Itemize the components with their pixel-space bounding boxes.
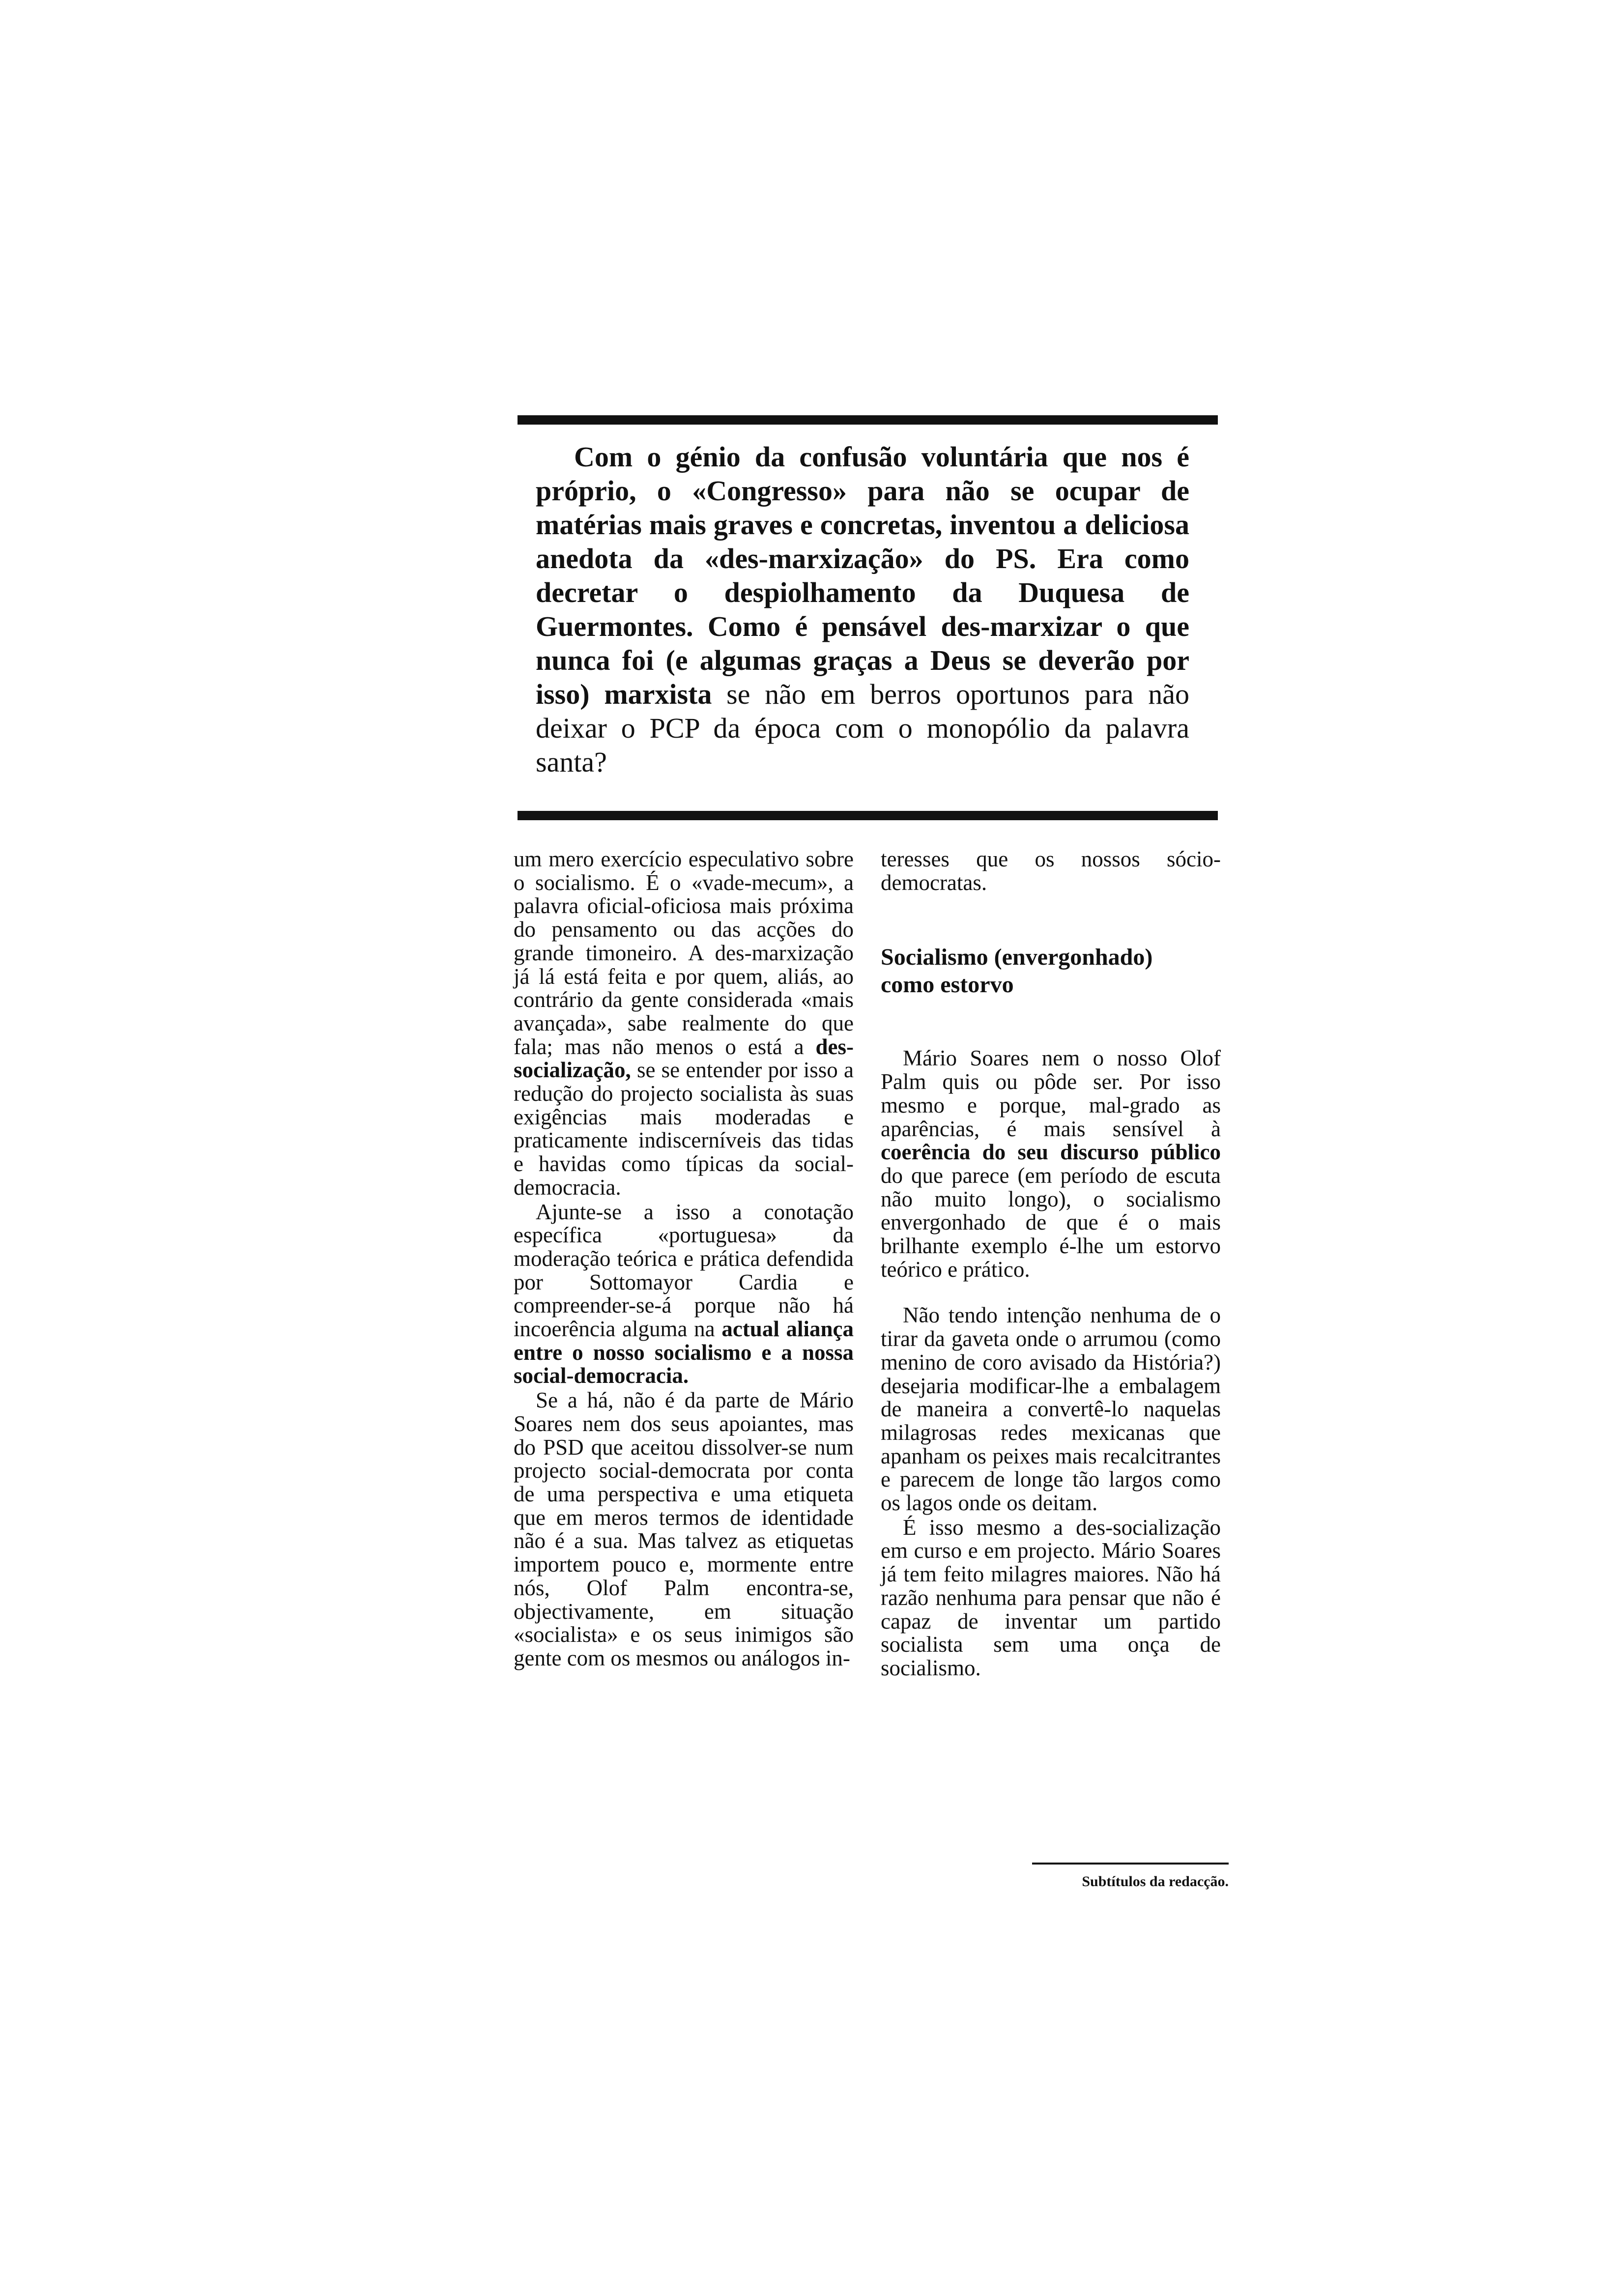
right-p2-bold: coerência do seu discurso público — [881, 1140, 1221, 1165]
subtitles-credit: Subtítulos da redacção. — [1082, 1873, 1229, 1890]
pull-quote-bold-text: Com o génio da confusão voluntária que nos é próprio, o «Congresso» para não se ocupar de matérias mais graves e concretas, inventou a deliciosa anedota da «des-marxização» do PS. Era como decretar o despiolhamento da Duquesa de Guermontes. Como é pensável des-marxizar o que nunca foi (e algumas graças a Deus se deverão por isso) marxista — [536, 441, 1189, 710]
credit-rule — [1032, 1863, 1229, 1865]
left-p1-bold: des-socialização, — [514, 1034, 854, 1083]
right-paragraph-1: teresses que os nossos sócio-democratas. — [881, 847, 1221, 895]
bottom-divider-rule — [518, 811, 1218, 820]
right-p2-text-b: do que parece (em período de escuta não muito longo), o socialismo envergonhado de que é o mais brilhante exemplo é-lhe um estorvo teórico e prático. — [881, 1163, 1221, 1282]
right-text-column — [881, 848, 1221, 1680]
left-p2-bold: actual aliança entre o nosso socialismo e a nossa social-democracia. — [514, 1317, 854, 1388]
section-subheading — [881, 944, 1221, 999]
left-paragraph-2 — [514, 1201, 854, 1388]
right-paragraph-4: É isso mesmo a des-socialização em curso e em projecto. Mário Soares já tem feito milagres maiores. Não há razão nenhuma para pensar que não é capaz de inventar um partido socialista sem uma onça de socialismo. — [881, 1515, 1221, 1680]
top-divider-rule — [518, 415, 1218, 425]
left-p2-text: Ajunte-se a isso a conotação específica «portuguesa» da moderação teórica e prática defendida por Sottomayor Cardia e compreender-se-á porque não há incoerência alguma na — [514, 1199, 854, 1342]
left-paragraph-3: Se a há, não é da parte de Mário Soares nem dos seus apoiantes, mas do PSD que aceitou dissolver-se num projecto social-democrata por conta de uma perspectiva e uma etiqueta que em meros termos de identidade não é a sua. Mas talvez as etiquetas importem pouco e, mormente entre nós, Olof Palm encontra-se, objectivamente, em situação «socialista» e os seus inimigos são gente com os mesmos ou análogos in- — [514, 1388, 854, 1670]
right-paragraph-2 — [881, 1047, 1221, 1281]
right-paragraph-3: Não tendo intenção nenhuma de o tirar da gaveta onde o arrumou (como menino de coro avisado da História?) desejaria modificar-lhe a embalagem de maneira a convertê-lo naquelas milagrosas redes mexicanas que apanham os peixes mais recalcitrantes e parecem de longe tão largos como os lagos onde os deitam. — [881, 1303, 1221, 1516]
pull-quote — [536, 440, 1189, 779]
left-p1-text-a: um mero exercício especulativo sobre o socialismo. É o «vade-mecum», a palavra oficial-oficiosa mais próxima do pensamento ou das acções do grande timoneiro. A des-marxização já lá está feita e por quem, aliás, ao contrário da gente considerada «mais avançada», sabe realmente do que fala; mas não menos o está a — [514, 847, 854, 1059]
subheading-line-1: Socialismo (envergonhado) — [881, 944, 1153, 971]
subheading-line-2: como estorvo — [881, 972, 1014, 998]
pull-quote-regular-text: se não em berros oportunos para não deixar o PCP da época com o monopólio da palavra santa? — [536, 678, 1189, 778]
left-paragraph-1 — [514, 848, 854, 1200]
left-p1-text-b: se se entender por isso a redução do projecto socialista às suas exigências mais moderadas e praticamente indiscerníveis das tidas e havidas como típicas da social-democracia. — [514, 1058, 854, 1200]
right-p2-text-a: Mário Soares nem o nosso Olof Palm quis ou pôde ser. Por isso mesmo e porque, mal-grado as aparências, é mais sensível à — [881, 1046, 1221, 1141]
left-text-column — [514, 848, 854, 1670]
